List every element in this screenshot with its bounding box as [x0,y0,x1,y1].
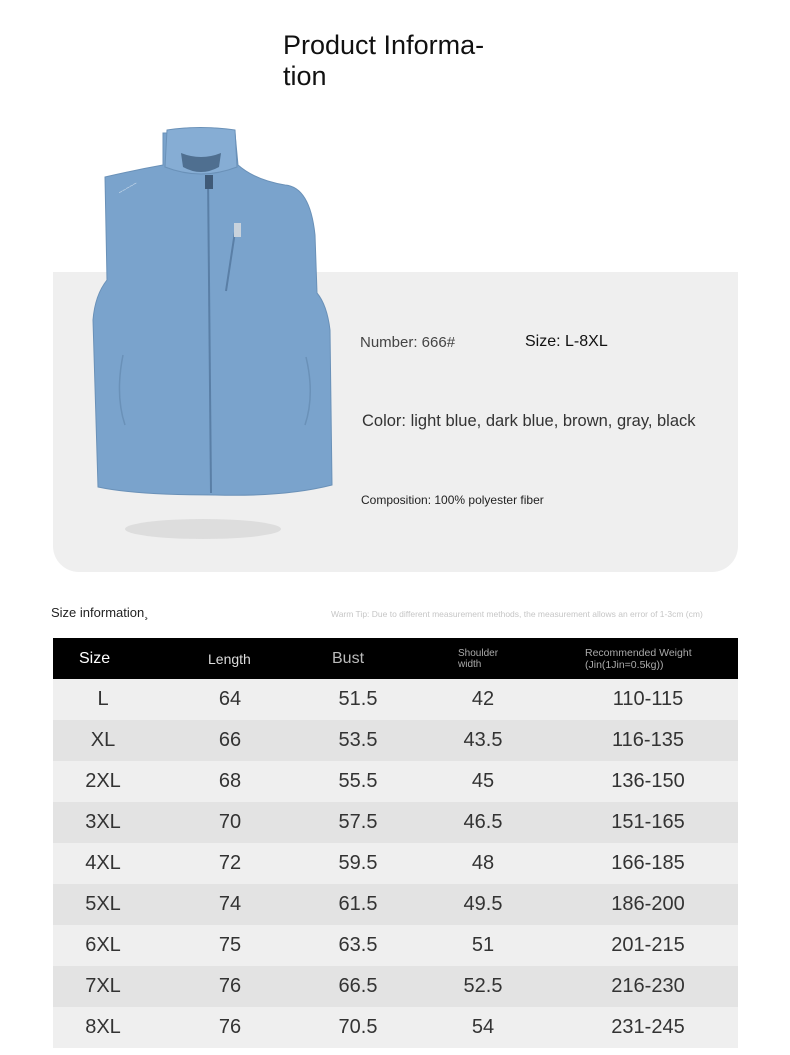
cell-length: 68 [218,770,242,792]
cell-bust: 66.5 [338,975,378,997]
cell-size: 2XL [85,770,121,792]
cell-length: 64 [218,688,242,710]
product-number: Number: 666# [360,334,456,351]
table-header [53,638,738,679]
table-row [53,1007,738,1048]
cell-weight: 110-115 [612,688,684,710]
header-bust: Bust [332,649,365,667]
cell-shoulder: 48 [471,852,495,874]
header-length: Length [208,650,251,667]
cell-length: 72 [218,852,242,874]
cell-length: 74 [218,893,242,915]
cell-bust: 53.5 [338,729,378,751]
cell-size: 3XL [85,811,121,833]
cell-bust: 61.5 [338,893,378,915]
cell-length: 66 [218,729,242,751]
cell-size: 8XL [85,1016,121,1038]
cell-bust: 55.5 [338,770,378,792]
table-row [53,720,738,761]
table-row [53,884,738,925]
table-row [53,679,738,720]
cell-weight: 186-200 [611,893,685,915]
cell-size: XL [90,729,116,751]
cell-weight: 231-245 [611,1016,685,1038]
table-row [53,761,738,802]
cell-bust: 57.5 [338,811,378,833]
cell-bust: 63.5 [338,934,378,956]
product-size-range: Size: L-8XL [525,333,608,350]
cell-bust: 59.5 [338,852,378,874]
warm-tip: Warm Tip: Due to different measurement methods, the measurement allows an error of 1-3cm (cm) [331,609,703,619]
table-body [53,679,738,1048]
page-title: Product Informa- tion [283,30,485,91]
header-shoulder: Shoulder width [458,647,499,670]
cell-length: 76 [218,1016,242,1038]
cell-size: 6XL [85,934,121,956]
product-colors: Color: light blue, dark blue, brown, gray, black [362,412,696,430]
cell-length: 70 [218,811,242,833]
cell-size: L [97,688,109,710]
table-row [53,966,738,1007]
cell-bust: 70.5 [338,1016,378,1038]
svg-text:~~~~~: ~~~~~ [117,180,139,197]
size-info-heading: Size information¸ [51,605,149,620]
table-row [53,925,738,966]
product-composition: Composition: 100% polyester fiber [361,493,544,507]
cell-shoulder: 45 [471,770,495,792]
cell-size: 5XL [85,893,121,915]
cell-weight: 136-150 [611,770,685,792]
cell-weight: 116-135 [612,729,684,751]
cell-shoulder: 42 [471,688,495,710]
product-image [85,125,350,555]
cell-size: 4XL [85,852,121,874]
cell-shoulder: 54 [471,1016,495,1038]
cell-weight: 151-165 [611,811,685,833]
cell-shoulder: 51 [471,934,495,956]
cell-length: 76 [218,975,242,997]
cell-shoulder: 43.5 [463,729,503,751]
cell-weight: 201-215 [611,934,685,956]
cell-weight: 216-230 [611,975,685,997]
header-size: Size [79,649,111,667]
cell-shoulder: 52.5 [463,975,503,997]
cell-bust: 51.5 [338,688,378,710]
header-weight: Recommended Weight (Jin(1Jin=0.5kg)) [585,646,692,671]
cell-size: 7XL [85,975,121,997]
cell-shoulder: 49.5 [463,893,503,915]
cell-length: 75 [218,934,242,956]
table-row [53,843,738,884]
cell-shoulder: 46.5 [463,811,503,833]
table-row [53,802,738,843]
cell-weight: 166-185 [611,852,685,874]
size-table [53,638,738,1048]
